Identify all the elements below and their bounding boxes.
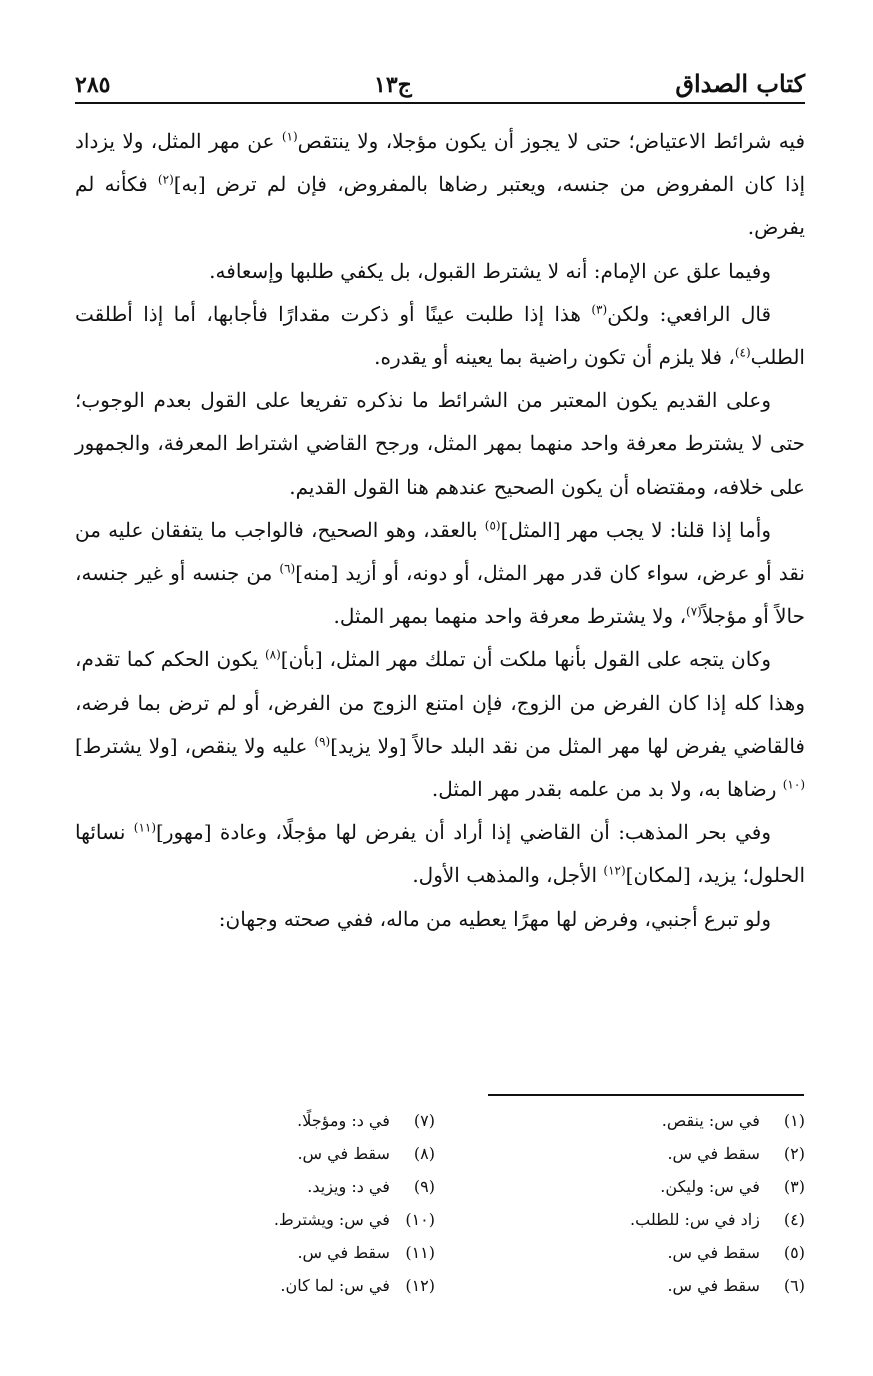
text-run: عن مهر المثل، ولا يزداد إذا كان المفروض من جنسه، ويعتبر رضاها بالمفروض، فإن لم ترض [به]: [75, 129, 806, 197]
paragraph-4: وعلى القديم يكون المعتبر من الشرائط ما نذكره تفريعا على القول بعدم الوجوب؛ حتى لا يشترط معرفة واحد منهما بمهر المثل، ورجح القاضي اشتراط المعرفة، والجمهور على خلافه، ومقتضاه أن يكون الصحيح عندهم هنا القول القديم.: [75, 388, 805, 499]
footnote-item: [505, 1170, 805, 1203]
text-run: ، فلا يلزم أن تكون راضية بما يعينه أو يقدره.: [374, 345, 735, 370]
footnotes: [120, 1104, 805, 1302]
text-run: قال الرافعي: ولكن: [607, 301, 772, 326]
text-run: نسائها الحلول؛ يزيد، [لمكان]: [75, 820, 805, 888]
footnote-item: [135, 1170, 435, 1203]
footnote-text: زاد في س: للطلب.: [630, 1210, 760, 1229]
footnote-number: (٣): [783, 1177, 805, 1196]
text-run: فكأنه لم يفرض.: [75, 172, 805, 240]
paragraph-5: [75, 509, 805, 639]
footnote-ref: (٢): [157, 172, 174, 187]
text-run: وأما إذا قلنا: لا يجب مهر [المثل]: [500, 517, 771, 542]
text-run: من جنسه أو غير جنسه، حالاً أو مؤجلاً: [75, 561, 805, 629]
paragraph-8: ولو تبرع أجنبي، وفرض لها مهرًا يعطيه من ماله، ففي صحته وجهان:: [218, 906, 771, 931]
paragraph-7: [75, 811, 805, 897]
footnote-text: سقط في س.: [667, 1144, 760, 1163]
footnote-text: في س: لما كان.: [280, 1276, 390, 1295]
footnote-item: [505, 1104, 805, 1137]
footnote-number: (٢): [783, 1144, 805, 1163]
footnote-item: [135, 1137, 435, 1170]
footnote-number: (١): [783, 1111, 805, 1130]
footnote-text: في د: ومؤجلًا.: [297, 1111, 390, 1130]
footnotes-column-left: [135, 1104, 435, 1302]
footnote-ref: (٤): [734, 345, 751, 360]
main-text: [75, 120, 805, 941]
text-run: هذا إذا طلبت عينًا أو ذكرت مقدارًا فأجابها، أما إذا أطلقت الطلب: [75, 301, 805, 370]
footnote-item: [135, 1269, 435, 1302]
paragraph-6: [75, 638, 805, 811]
footnote-item: [135, 1104, 435, 1137]
text-run: يكون الحكم كما تقدم، وهذا كله إذا كان الفرض من الزوج، فإن امتنع الزوج من الفرض، أو لم ترض بما فرضه، فالقاضي يفرض لها مهر المثل من نقد البلد حالاً [ولا يزيد]: [75, 647, 805, 758]
text-run: الأجل، والمذهب الأول.: [412, 863, 604, 888]
footnote-item: [135, 1203, 435, 1236]
footnote-item: [505, 1203, 805, 1236]
text-run: وكان يتجه على القول بأنها ملكت أن تملك مهر المثل، [بأن]: [280, 647, 771, 672]
footnote-text: سقط في س.: [297, 1243, 390, 1262]
footnote-number: (١٢): [405, 1276, 435, 1295]
page-header: [75, 58, 805, 104]
footnote-ref: (٨): [264, 647, 281, 662]
footnote-ref: (٦): [279, 561, 296, 576]
footnote-text: في د: ويزيد.: [307, 1177, 390, 1196]
footnote-text: سقط في س.: [667, 1276, 760, 1295]
footnotes-column-right: [505, 1104, 805, 1302]
volume-number: ج١٣: [374, 72, 412, 98]
footnote-divider: [488, 1094, 804, 1096]
text-run: وفي بحر المذهب: أن القاضي إذا أراد أن يفرض لها مؤجلًا، وعادة [مهور]: [156, 820, 771, 845]
footnote-item: [505, 1137, 805, 1170]
page-number: ٢٨٥: [75, 72, 111, 98]
footnote-item: [135, 1236, 435, 1269]
footnote-number: (٨): [413, 1144, 435, 1163]
text-run: رضاها به، ولا بد من علمه بقدر مهر المثل.: [431, 777, 783, 802]
footnote-number: (١٠): [405, 1210, 435, 1229]
text-run: فيه شرائط الاعتياض؛ حتى لا يجوز أن يكون مؤجلا، ولا ينتقص: [297, 129, 806, 153]
footnote-text: في س: وليكن.: [660, 1177, 760, 1196]
footnote-ref: (١٢): [603, 863, 626, 878]
footnote-number: (١١): [405, 1243, 435, 1262]
text-run: عليه ولا ينقص، [ولا يشترط]: [75, 733, 315, 758]
footnote-item: [505, 1236, 805, 1269]
footnote-number: (٩): [413, 1177, 435, 1196]
paragraph-1: [75, 120, 805, 250]
footnote-item: [505, 1269, 805, 1302]
footnote-text: في س: ينقص.: [661, 1111, 760, 1130]
paragraph-2: وفيما علق عن الإمام: أنه لا يشترط القبول، بل يكفي طلبها وإسعافه.: [209, 258, 771, 283]
footnote-ref: (١٠): [782, 777, 805, 792]
footnote-number: (٧): [413, 1111, 435, 1130]
footnote-text: في س: ويشترط.: [273, 1210, 390, 1229]
footnote-number: (٤): [783, 1210, 805, 1229]
chapter-title: كتاب الصداق: [675, 69, 805, 98]
footnote-ref: (٩): [314, 734, 331, 749]
paragraph-3: [75, 293, 805, 379]
footnote-text: سقط في س.: [297, 1144, 390, 1163]
footnote-text: سقط في س.: [667, 1243, 760, 1262]
footnote-number: (٦): [783, 1276, 805, 1295]
text-run: ، ولا يشترط معرفة واحد منهما بمهر المثل.: [333, 604, 687, 629]
footnote-ref: (١١): [133, 820, 157, 835]
footnote-ref: (٣): [591, 302, 608, 317]
footnote-ref: (١): [281, 129, 298, 144]
footnote-ref: (٥): [484, 518, 501, 533]
footnote-ref: (٧): [686, 604, 702, 619]
footnote-number: (٥): [783, 1243, 805, 1262]
text-run: بالعقد، وهو الصحيح، فالواجب ما يتفقان عليه من نقد أو عرض، سواء كان قدر مهر المثل، أو دونه، أو أزيد [منه]: [75, 517, 805, 586]
